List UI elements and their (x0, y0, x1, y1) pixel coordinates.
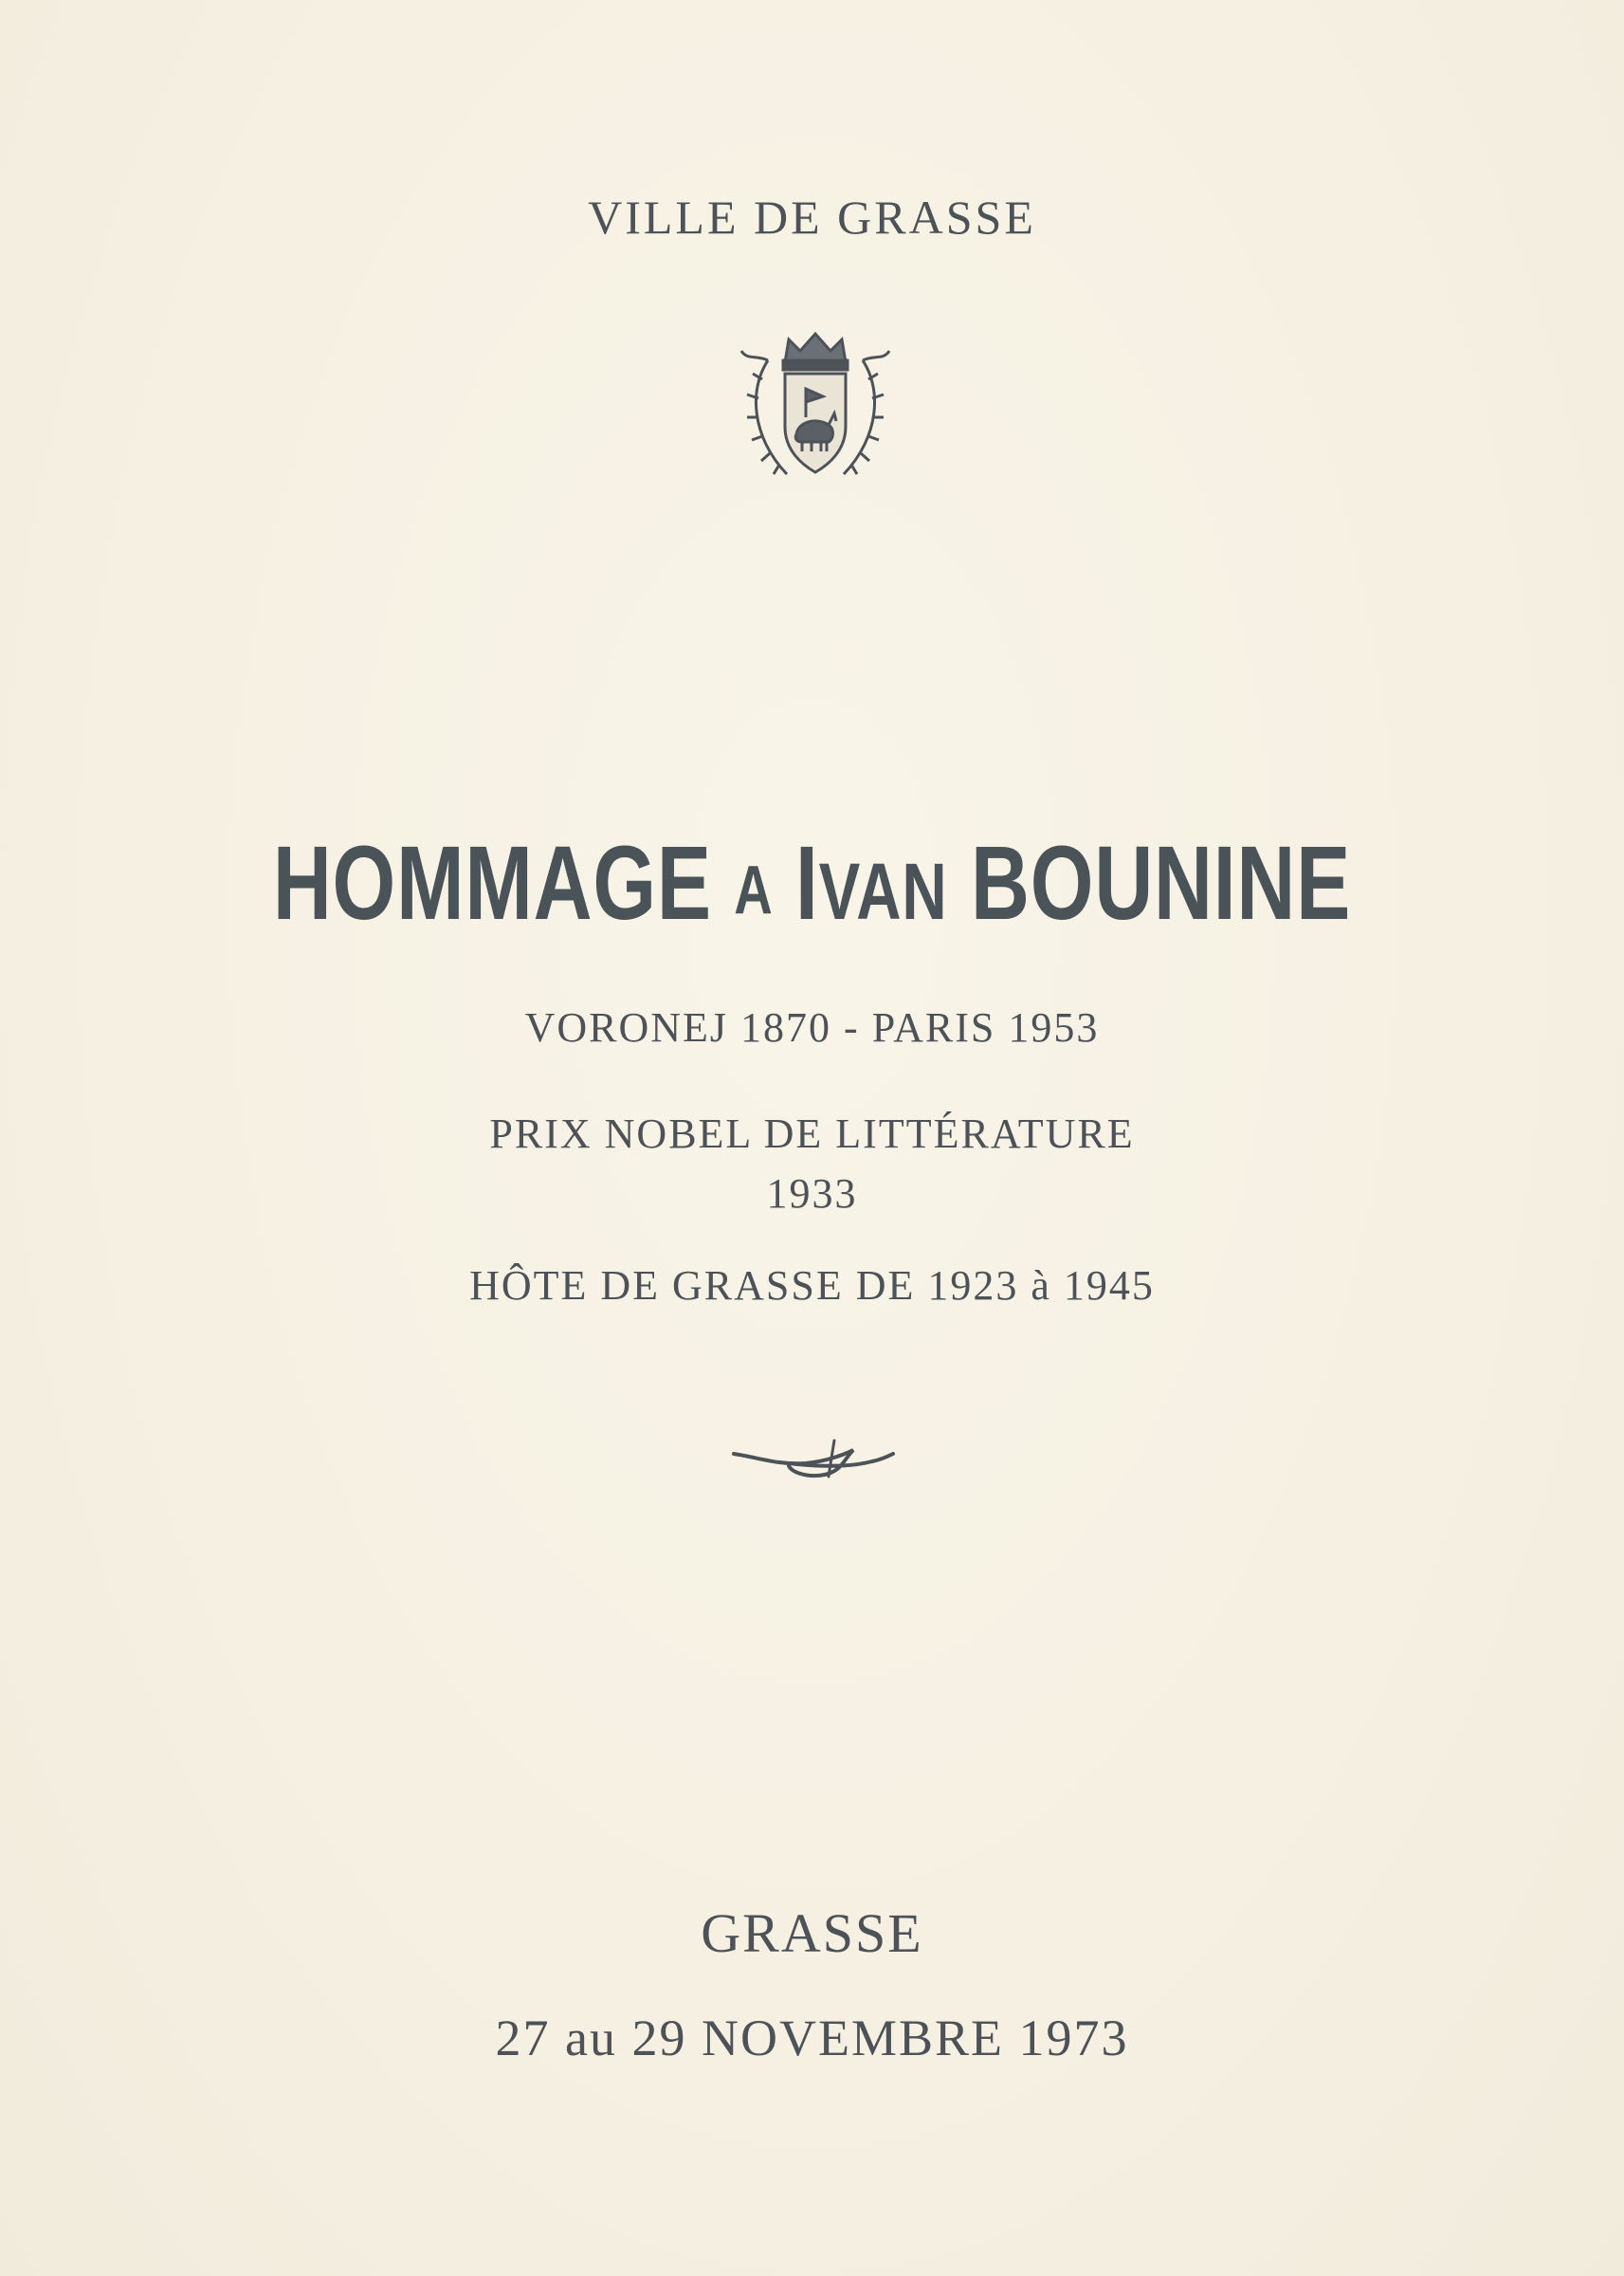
title-surname: BOUNINE (971, 825, 1352, 942)
guest-of-grasse-line: HÔTE DE GRASSE DE 1923 à 1945 (469, 1262, 1155, 1309)
title-name-initial: I (794, 825, 819, 942)
life-dates: VORONEJ 1870 - PARIS 1953 (524, 1004, 1100, 1051)
city-heading: VILLE DE GRASSE (588, 191, 1036, 244)
flourish-ornament-icon (730, 1437, 896, 1484)
title-connector: A (734, 853, 774, 928)
coat-of-arms-icon (730, 322, 901, 493)
event-location: GRASSE (701, 1902, 923, 1964)
nobel-prize-line: PRIX NOBEL DE LITTÉRATURE (489, 1110, 1135, 1157)
title-word-hommage: HOMMAGE (272, 825, 712, 942)
title-name-rest: VAN (818, 847, 948, 936)
event-dates: 27 au 29 NOVEMBRE 1973 (495, 2010, 1129, 2066)
event-title (178, 823, 1445, 944)
nobel-year: 1933 (766, 1170, 858, 1217)
